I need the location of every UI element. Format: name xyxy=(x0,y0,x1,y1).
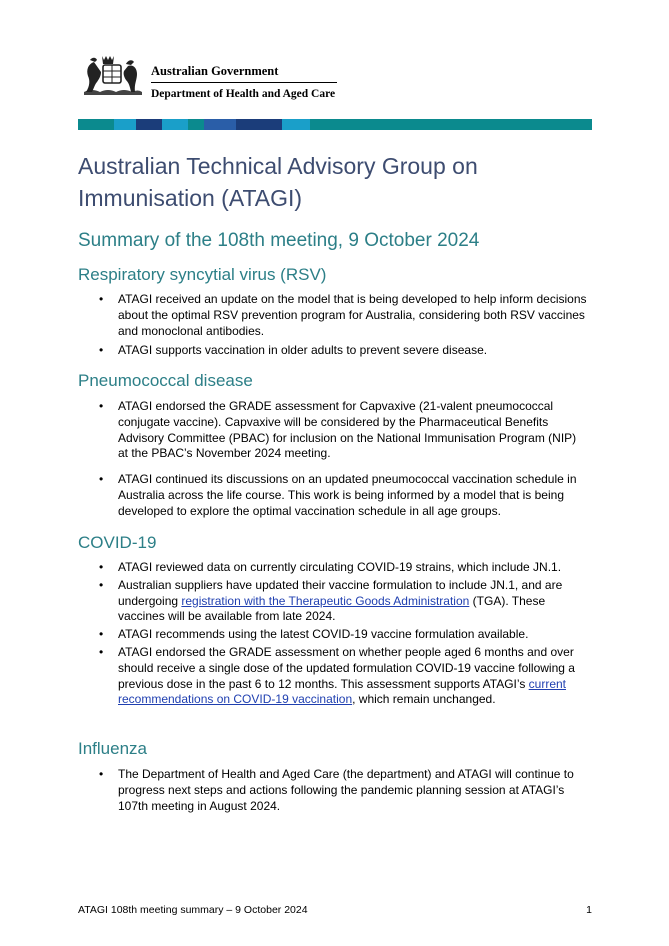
stripe-segment xyxy=(310,119,592,130)
section-pneumococcal xyxy=(78,370,598,520)
document-title: Australian Technical Advisory Group on Immunisation (ATAGI) xyxy=(78,153,478,211)
list-item: • ATAGI endorsed the GRADE assessment for Capvaxive (21-valent pneumococcal conjugate vaccine). Capvaxive will be considered by the Pharmaceutical Benefits Advisory Committee (PBAC) for inclusion on the National Immunisation Program (NIP) at the PBAC’s November 2024 meeting. xyxy=(78,399,588,462)
department-name: Department of Health and Aged Care xyxy=(151,88,336,100)
section-heading-influenza: Influenza xyxy=(78,739,147,758)
section-heading-covid: COVID-19 xyxy=(78,533,157,552)
footer-text: ATAGI 108th meeting summary – 9 October 2024 xyxy=(78,904,308,916)
list-item: • ATAGI supports vaccination in older adults to prevent severe disease. xyxy=(78,343,588,359)
bullet-list-influenza xyxy=(78,767,598,814)
page-number: 1 xyxy=(586,904,592,916)
list-item xyxy=(78,645,588,708)
stripe-segment xyxy=(236,119,282,130)
document-subtitle: Summary of the 108th meeting, 9 October 2024 xyxy=(78,230,480,251)
section-covid xyxy=(78,532,598,708)
stripe-segment xyxy=(162,119,188,130)
government-name: Australian Government xyxy=(151,64,279,78)
covid-bullet-4-text-end: , which remain unchanged. xyxy=(352,692,496,707)
stripe-segment xyxy=(78,119,114,130)
decorative-color-stripe xyxy=(78,119,592,130)
stripe-segment xyxy=(114,119,136,130)
government-branding xyxy=(151,64,337,101)
section-heading-pneumococcal: Pneumococcal disease xyxy=(78,371,253,390)
branding-divider xyxy=(151,82,337,83)
covid-bullet-2-text-start: Australian suppliers have updated their vaccine formulation to include JN.1, and are undergoing xyxy=(118,577,563,608)
list-item: • ATAGI received an update on the model that is being developed to help inform decisions about the optimal RSV prevention program for Australia, considering both RSV vaccines and monoclonal antibodies. xyxy=(78,292,588,339)
stripe-segment xyxy=(136,119,162,130)
list-item: • ATAGI continued its discussions on an updated pneumococcal vaccination schedule in Australia across the life course. This work is being informed by a model that is being developed to explore the optimal vaccination schedule in all age groups. xyxy=(78,472,588,519)
bullet-list-rsv xyxy=(78,292,598,359)
page-footer xyxy=(78,903,592,917)
covid-bullet-2-text-end: (TGA). These vaccines will be available from late 2024. xyxy=(118,593,546,624)
stripe-segment xyxy=(282,119,310,130)
stripe-segment xyxy=(188,119,204,130)
stripe-segment xyxy=(204,119,236,130)
coat-of-arms-icon xyxy=(80,52,144,98)
list-item: • The Department of Health and Aged Care (the department) and ATAGI will continue to progress next steps and actions following the pandemic planning session at ATAGI’s 107th meeting in August 2024. xyxy=(78,767,588,814)
list-item: • ATAGI reviewed data on currently circulating COVID-19 strains, which include JN.1. xyxy=(78,560,588,576)
list-item xyxy=(78,578,588,625)
bullet-list-covid xyxy=(78,560,598,708)
tga-registration-link[interactable]: registration with the Therapeutic Goods Administration xyxy=(181,593,470,608)
list-item: • ATAGI recommends using the latest COVID-19 vaccine formulation available. xyxy=(78,627,588,643)
bullet-list-pneumococcal xyxy=(78,399,598,520)
section-influenza xyxy=(78,738,598,814)
section-rsv xyxy=(78,264,598,359)
covid-bullet-4-text-start: ATAGI endorsed the GRADE assessment on whether people aged 6 months and over should receive a single dose of the updated formulation COVID-19 vaccine following a previous dose in the past 6 to 12 months. This assessment supports ATAGI’s xyxy=(118,644,575,691)
covid-recommendations-link[interactable]: current recommendations on COVID-19 vaccination xyxy=(118,676,567,707)
section-heading-rsv: Respiratory syncytial virus (RSV) xyxy=(78,265,327,284)
page-header xyxy=(80,52,592,102)
